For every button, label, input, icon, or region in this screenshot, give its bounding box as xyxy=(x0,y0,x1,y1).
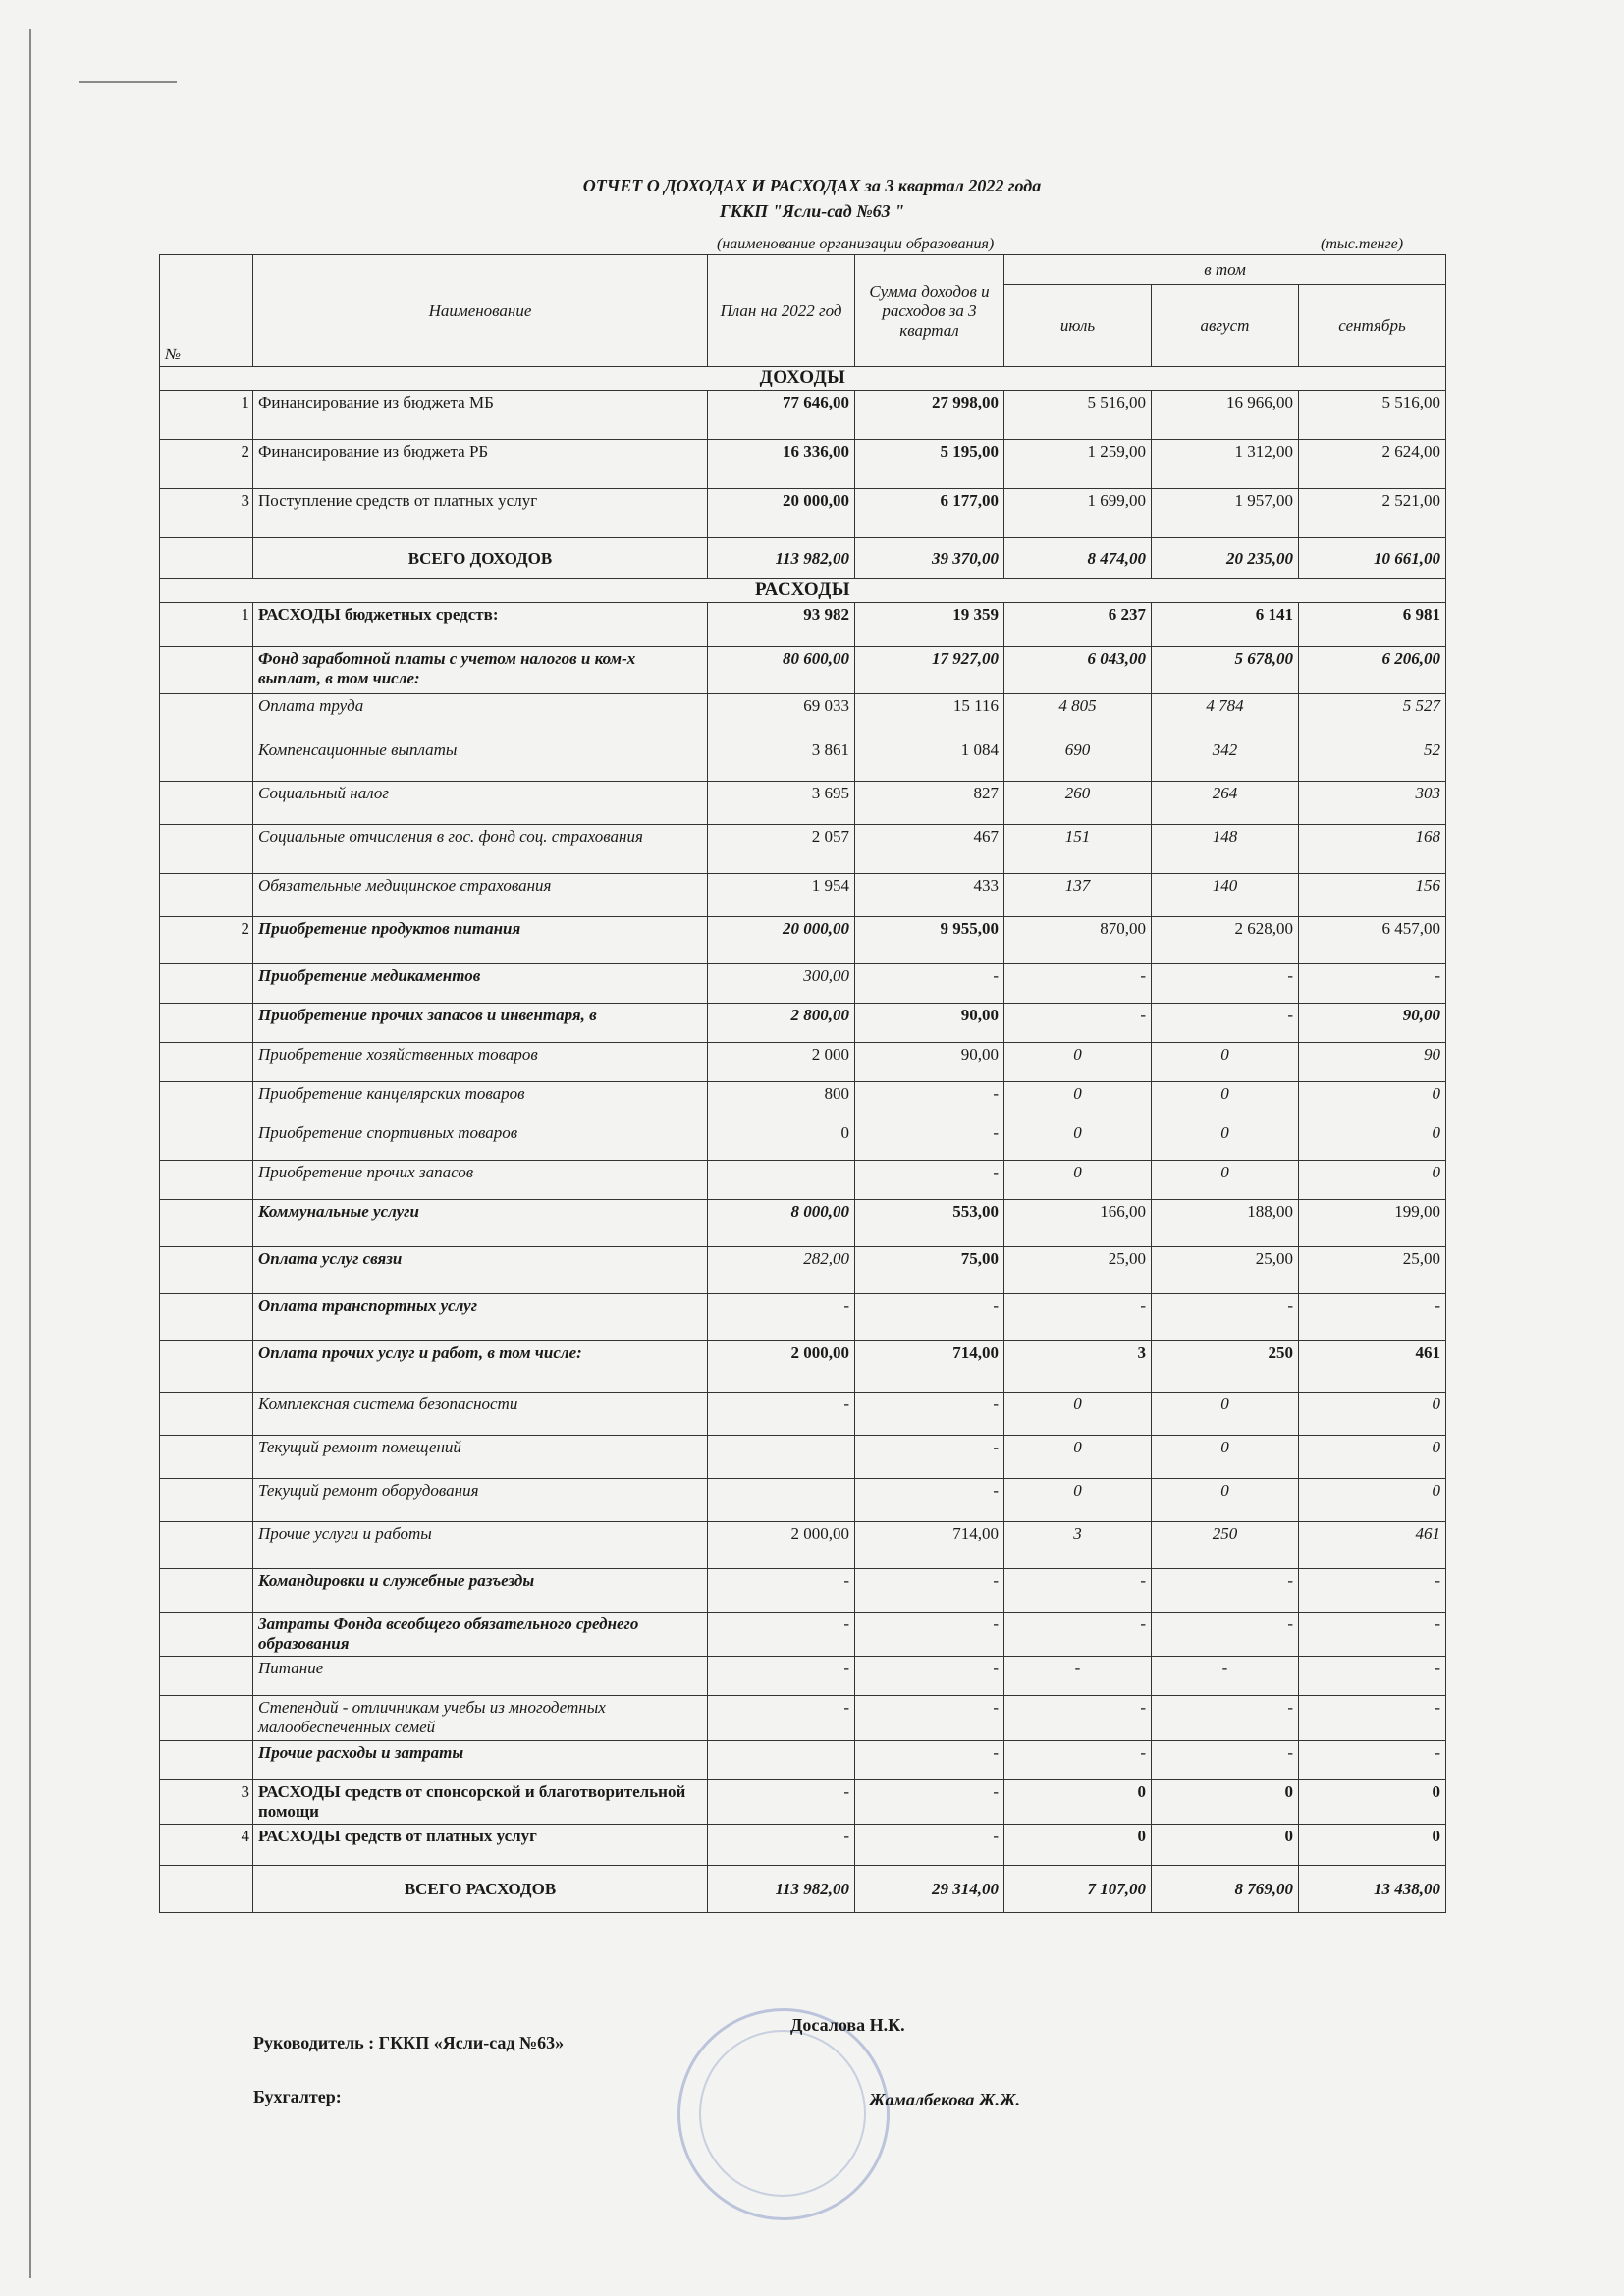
row-m1: 0 xyxy=(1004,1393,1152,1436)
row-m3: 461 xyxy=(1299,1522,1446,1569)
scan-edge-line xyxy=(29,29,31,2278)
row-number xyxy=(160,1522,253,1569)
row-name: Приобретение медикаментов xyxy=(253,964,708,1004)
accountant-label: Бухгалтер: xyxy=(253,2087,342,2106)
row-number xyxy=(160,1393,253,1436)
row-plan: - xyxy=(708,1393,855,1436)
row-sum: 90,00 xyxy=(855,1043,1004,1082)
income-section xyxy=(160,367,1446,391)
row-sum: 90,00 xyxy=(855,1004,1004,1043)
row-plan: 20 000,00 xyxy=(708,917,855,964)
row-name: Текущий ремонт помещений xyxy=(253,1436,708,1479)
row-plan: 77 646,00 xyxy=(708,391,855,440)
row-m1: 1 259,00 xyxy=(1004,440,1152,489)
row-m2: 250 xyxy=(1152,1341,1299,1393)
row-number: 3 xyxy=(160,489,253,538)
row-name: Приобретение хозяйственных товаров xyxy=(253,1043,708,1082)
row-m1: 6 043,00 xyxy=(1004,647,1152,694)
row-m2: 25,00 xyxy=(1152,1247,1299,1294)
row-sum: - xyxy=(855,1479,1004,1522)
row-number xyxy=(160,1479,253,1522)
row-m1: 3 xyxy=(1004,1522,1152,1569)
row-plan: 2 000,00 xyxy=(708,1522,855,1569)
row-name: Приобретение продуктов питания xyxy=(253,917,708,964)
row-m3: 0 xyxy=(1299,1121,1446,1161)
table-row xyxy=(160,917,1446,964)
table-row xyxy=(160,694,1446,738)
row-plan xyxy=(708,1436,855,1479)
table-row xyxy=(160,1741,1446,1780)
row-sum: 27 998,00 xyxy=(855,391,1004,440)
row-m2: 6 141 xyxy=(1152,603,1299,647)
row-sum: 6 177,00 xyxy=(855,489,1004,538)
row-m3: 5 516,00 xyxy=(1299,391,1446,440)
row-name: Приобретение прочих запасов xyxy=(253,1161,708,1200)
row-plan: 2 057 xyxy=(708,825,855,874)
row-m3: 199,00 xyxy=(1299,1200,1446,1247)
row-m3: 0 xyxy=(1299,1479,1446,1522)
row-m1: 3 xyxy=(1004,1341,1152,1393)
row-m1: - xyxy=(1004,1657,1152,1696)
row-m1: 0 xyxy=(1004,1780,1152,1825)
row-m2: 0 xyxy=(1152,1393,1299,1436)
total-m3: 13 438,00 xyxy=(1299,1866,1446,1913)
row-sum: 9 955,00 xyxy=(855,917,1004,964)
row-number xyxy=(160,694,253,738)
row-plan: 69 033 xyxy=(708,694,855,738)
row-m2: 16 966,00 xyxy=(1152,391,1299,440)
row-m1: 0 xyxy=(1004,1479,1152,1522)
row-number xyxy=(160,1341,253,1393)
row-sum: 5 195,00 xyxy=(855,440,1004,489)
row-number xyxy=(160,1043,253,1082)
row-m2: 0 xyxy=(1152,1121,1299,1161)
table-row xyxy=(160,1121,1446,1161)
row-name: Комплексная система безопасности xyxy=(253,1393,708,1436)
row-m1: 1 699,00 xyxy=(1004,489,1152,538)
row-name: Финансирование из бюджета МБ xyxy=(253,391,708,440)
row-m3: 156 xyxy=(1299,874,1446,917)
row-number xyxy=(160,538,253,579)
row-name: Прочие расходы и затраты xyxy=(253,1741,708,1780)
table-row xyxy=(160,1200,1446,1247)
row-number: 1 xyxy=(160,603,253,647)
col-sum: Сумма доходов и расходов за 3 квартал xyxy=(855,255,1004,367)
row-m1: 0 xyxy=(1004,1082,1152,1121)
row-number: 4 xyxy=(160,1825,253,1866)
total-plan: 113 982,00 xyxy=(708,1866,855,1913)
row-m3: - xyxy=(1299,1741,1446,1780)
row-sum: 19 359 xyxy=(855,603,1004,647)
table-row xyxy=(160,489,1446,538)
table-row xyxy=(160,391,1446,440)
row-number xyxy=(160,1657,253,1696)
table-row xyxy=(160,440,1446,489)
row-name: Оплата услуг связи xyxy=(253,1247,708,1294)
row-sum: - xyxy=(855,1393,1004,1436)
row-number: 2 xyxy=(160,917,253,964)
row-m2: 188,00 xyxy=(1152,1200,1299,1247)
row-m2: 0 xyxy=(1152,1436,1299,1479)
row-sum: - xyxy=(855,1161,1004,1200)
row-name: Коммунальные услуги xyxy=(253,1200,708,1247)
row-name: Приобретение канцелярских товаров xyxy=(253,1082,708,1121)
row-m2: 4 784 xyxy=(1152,694,1299,738)
total-m1: 8 474,00 xyxy=(1004,538,1152,579)
row-m3: 6 457,00 xyxy=(1299,917,1446,964)
table-row xyxy=(160,1522,1446,1569)
row-m1: - xyxy=(1004,1741,1152,1780)
row-number xyxy=(160,1200,253,1247)
row-m3: - xyxy=(1299,1657,1446,1696)
row-m1: - xyxy=(1004,1004,1152,1043)
row-m3: 25,00 xyxy=(1299,1247,1446,1294)
row-name: Затраты Фонда всеобщего обязательного среднего образования xyxy=(253,1613,708,1657)
row-plan: 2 800,00 xyxy=(708,1004,855,1043)
row-m1: 0 xyxy=(1004,1043,1152,1082)
row-name: РАСХОДЫ средств от платных услуг xyxy=(253,1825,708,1866)
scan-mark xyxy=(79,81,177,83)
row-sum: 714,00 xyxy=(855,1522,1004,1569)
row-m3: 0 xyxy=(1299,1393,1446,1436)
report-title: ОТЧЕТ О ДОХОДАХ И РАСХОДАХ за 3 квартал 2022 года xyxy=(582,176,1042,195)
row-sum: - xyxy=(855,1121,1004,1161)
row-name: Социальный налог xyxy=(253,782,708,825)
row-m2: - xyxy=(1152,1657,1299,1696)
row-number xyxy=(160,1082,253,1121)
row-m1: 151 xyxy=(1004,825,1152,874)
row-plan: 8 000,00 xyxy=(708,1200,855,1247)
row-plan: 282,00 xyxy=(708,1247,855,1294)
table-row xyxy=(160,738,1446,782)
row-sum: 15 116 xyxy=(855,694,1004,738)
row-plan: - xyxy=(708,1294,855,1341)
row-plan xyxy=(708,1161,855,1200)
row-plan: 2 000 xyxy=(708,1043,855,1082)
col-august: август xyxy=(1152,285,1299,367)
row-m1: 25,00 xyxy=(1004,1247,1152,1294)
row-name: Степендий - отличникам учебы из многодетных малообеспеченных семей xyxy=(253,1696,708,1741)
row-sum: - xyxy=(855,1825,1004,1866)
row-sum: - xyxy=(855,1436,1004,1479)
row-sum: 467 xyxy=(855,825,1004,874)
row-m2: 5 678,00 xyxy=(1152,647,1299,694)
col-no: № xyxy=(160,255,253,367)
row-number xyxy=(160,782,253,825)
table-row xyxy=(160,1341,1446,1393)
row-m2: - xyxy=(1152,1004,1299,1043)
total-m2: 20 235,00 xyxy=(1152,538,1299,579)
row-m1: 870,00 xyxy=(1004,917,1152,964)
row-number xyxy=(160,1294,253,1341)
total-m1: 7 107,00 xyxy=(1004,1866,1152,1913)
row-plan: 80 600,00 xyxy=(708,647,855,694)
table-row xyxy=(160,1569,1446,1613)
col-incl: в том xyxy=(1004,255,1446,285)
row-m3: 0 xyxy=(1299,1780,1446,1825)
row-m1: 5 516,00 xyxy=(1004,391,1152,440)
row-m1: 137 xyxy=(1004,874,1152,917)
row-m2: 1 957,00 xyxy=(1152,489,1299,538)
row-number xyxy=(160,1741,253,1780)
row-m3: 52 xyxy=(1299,738,1446,782)
row-m2: 264 xyxy=(1152,782,1299,825)
row-sum: - xyxy=(855,964,1004,1004)
row-plan: 1 954 xyxy=(708,874,855,917)
row-m3: - xyxy=(1299,1613,1446,1657)
row-m3: 6 206,00 xyxy=(1299,647,1446,694)
total-sum: 29 314,00 xyxy=(855,1866,1004,1913)
row-m1: 260 xyxy=(1004,782,1152,825)
row-plan: 93 982 xyxy=(708,603,855,647)
table-row xyxy=(160,874,1446,917)
row-plan: 20 000,00 xyxy=(708,489,855,538)
row-m1: 0 xyxy=(1004,1436,1152,1479)
row-plan: 800 xyxy=(708,1082,855,1121)
row-m1: - xyxy=(1004,1613,1152,1657)
row-m3: 90,00 xyxy=(1299,1004,1446,1043)
row-sum: 714,00 xyxy=(855,1341,1004,1393)
row-m2: 342 xyxy=(1152,738,1299,782)
row-sum: - xyxy=(855,1780,1004,1825)
row-sum: 553,00 xyxy=(855,1200,1004,1247)
row-sum: 827 xyxy=(855,782,1004,825)
row-m2: 0 xyxy=(1152,1825,1299,1866)
row-name: Питание xyxy=(253,1657,708,1696)
row-plan: 16 336,00 xyxy=(708,440,855,489)
total-label: ВСЕГО РАСХОДОВ xyxy=(253,1866,708,1913)
row-plan: - xyxy=(708,1780,855,1825)
col-july: июль xyxy=(1004,285,1152,367)
row-number xyxy=(160,874,253,917)
row-m3: 168 xyxy=(1299,825,1446,874)
row-name: Финансирование из бюджета РБ xyxy=(253,440,708,489)
table-row xyxy=(160,1393,1446,1436)
row-name: Социальные отчисления в гос. фонд соц. страхования xyxy=(253,825,708,874)
row-number xyxy=(160,738,253,782)
row-m2: 0 xyxy=(1152,1780,1299,1825)
row-m1: 0 xyxy=(1004,1825,1152,1866)
row-m2: 0 xyxy=(1152,1082,1299,1121)
table-row xyxy=(160,1294,1446,1341)
row-name: Приобретение спортивных товаров xyxy=(253,1121,708,1161)
row-number xyxy=(160,1866,253,1913)
row-number xyxy=(160,1696,253,1741)
row-m2: 148 xyxy=(1152,825,1299,874)
row-m3: - xyxy=(1299,1294,1446,1341)
row-plan xyxy=(708,1479,855,1522)
col-plan: План на 2022 год xyxy=(708,255,855,367)
table-row xyxy=(160,964,1446,1004)
table-row xyxy=(160,1479,1446,1522)
row-m1: 6 237 xyxy=(1004,603,1152,647)
row-plan: 3 861 xyxy=(708,738,855,782)
row-m2: 0 xyxy=(1152,1161,1299,1200)
row-m3: 0 xyxy=(1299,1082,1446,1121)
table-row xyxy=(160,825,1446,874)
table-row xyxy=(160,1043,1446,1082)
row-number: 1 xyxy=(160,391,253,440)
row-m1: 4 805 xyxy=(1004,694,1152,738)
row-m2: - xyxy=(1152,1741,1299,1780)
row-m1: - xyxy=(1004,1696,1152,1741)
table-row xyxy=(160,1657,1446,1696)
row-m2: 140 xyxy=(1152,874,1299,917)
row-m3: - xyxy=(1299,964,1446,1004)
row-m2: - xyxy=(1152,1294,1299,1341)
row-sum: - xyxy=(855,1569,1004,1613)
table-row xyxy=(160,1825,1446,1866)
table-row xyxy=(160,1613,1446,1657)
total-m2: 8 769,00 xyxy=(1152,1866,1299,1913)
row-sum: - xyxy=(855,1294,1004,1341)
row-m2: - xyxy=(1152,1613,1299,1657)
row-number: 2 xyxy=(160,440,253,489)
row-m3: 0 xyxy=(1299,1436,1446,1479)
row-name: Поступление средств от платных услуг xyxy=(253,489,708,538)
row-m2: - xyxy=(1152,1696,1299,1741)
row-m1: - xyxy=(1004,964,1152,1004)
col-name: Наименование xyxy=(253,255,708,367)
row-m3: 2 624,00 xyxy=(1299,440,1446,489)
total-plan: 113 982,00 xyxy=(708,538,855,579)
row-number xyxy=(160,1004,253,1043)
row-m1: - xyxy=(1004,1294,1152,1341)
row-plan: 2 000,00 xyxy=(708,1341,855,1393)
row-plan: - xyxy=(708,1613,855,1657)
organization-caption: (наименование организации образования) xyxy=(717,236,995,252)
table-row xyxy=(160,1247,1446,1294)
row-name: Фонд заработной платы с учетом налогов и ком-х выплат, в том числе: xyxy=(253,647,708,694)
row-sum: 75,00 xyxy=(855,1247,1004,1294)
row-sum: - xyxy=(855,1657,1004,1696)
row-m3: 0 xyxy=(1299,1825,1446,1866)
head-name: Досалова Н.К. xyxy=(790,2015,905,2035)
row-m1: 166,00 xyxy=(1004,1200,1152,1247)
row-name: Компенсационные выплаты xyxy=(253,738,708,782)
total-sum: 39 370,00 xyxy=(855,538,1004,579)
row-number xyxy=(160,1569,253,1613)
table-row xyxy=(160,1161,1446,1200)
row-sum: 17 927,00 xyxy=(855,647,1004,694)
row-number xyxy=(160,647,253,694)
col-september: сентябрь xyxy=(1299,285,1446,367)
row-m2: - xyxy=(1152,964,1299,1004)
organization-name: ГККП "Ясли-сад №63 " xyxy=(719,201,905,221)
row-name: Оплата труда xyxy=(253,694,708,738)
row-sum: 433 xyxy=(855,874,1004,917)
total-row xyxy=(160,1866,1446,1913)
row-name: Оплата прочих услуг и работ, в том числе: xyxy=(253,1341,708,1393)
official-stamp-inner xyxy=(699,2030,866,2197)
row-m3: 0 xyxy=(1299,1161,1446,1200)
total-row xyxy=(160,538,1446,579)
row-name: Командировки и служебные разъезды xyxy=(253,1569,708,1613)
row-number xyxy=(160,825,253,874)
units-label: (тыс.тенге) xyxy=(1321,236,1404,252)
row-name: Оплата транспортных услуг xyxy=(253,1294,708,1341)
row-m1: - xyxy=(1004,1569,1152,1613)
row-name: РАСХОДЫ бюджетных средств: xyxy=(253,603,708,647)
row-plan: 0 xyxy=(708,1121,855,1161)
income-section-title: ДОХОДЫ xyxy=(160,367,1446,391)
row-m3: - xyxy=(1299,1696,1446,1741)
table-row xyxy=(160,1780,1446,1825)
row-plan: - xyxy=(708,1657,855,1696)
total-m3: 10 661,00 xyxy=(1299,538,1446,579)
row-sum: - xyxy=(855,1613,1004,1657)
table-row xyxy=(160,647,1446,694)
table-row xyxy=(160,782,1446,825)
row-m2: 250 xyxy=(1152,1522,1299,1569)
row-number xyxy=(160,1247,253,1294)
row-m3: 90 xyxy=(1299,1043,1446,1082)
row-m3: 5 527 xyxy=(1299,694,1446,738)
row-m3: - xyxy=(1299,1569,1446,1613)
row-m2: 2 628,00 xyxy=(1152,917,1299,964)
row-name: РАСХОДЫ средств от спонсорской и благотворительной помощи xyxy=(253,1780,708,1825)
row-number xyxy=(160,964,253,1004)
row-m2: - xyxy=(1152,1569,1299,1613)
row-sum: - xyxy=(855,1082,1004,1121)
table-row xyxy=(160,1082,1446,1121)
table-row xyxy=(160,1004,1446,1043)
row-number xyxy=(160,1613,253,1657)
row-sum: - xyxy=(855,1696,1004,1741)
row-m2: 0 xyxy=(1152,1479,1299,1522)
row-name: Приобретение прочих запасов и инвентаря, в xyxy=(253,1004,708,1043)
table-row xyxy=(160,1696,1446,1741)
expense-section xyxy=(160,579,1446,603)
row-number xyxy=(160,1121,253,1161)
row-m1: 0 xyxy=(1004,1121,1152,1161)
row-m1: 690 xyxy=(1004,738,1152,782)
row-plan: - xyxy=(708,1696,855,1741)
row-m2: 0 xyxy=(1152,1043,1299,1082)
report-table xyxy=(159,254,1446,1913)
head-label: Руководитель : ГККП «Ясли-сад №63» xyxy=(253,2033,565,2052)
row-name: Обязательные медицинское страхования xyxy=(253,874,708,917)
row-m3: 303 xyxy=(1299,782,1446,825)
accountant-name: Жамалбекова Ж.Ж. xyxy=(869,2090,1020,2109)
row-plan: 300,00 xyxy=(708,964,855,1004)
row-m3: 461 xyxy=(1299,1341,1446,1393)
row-m2: 1 312,00 xyxy=(1152,440,1299,489)
row-m3: 6 981 xyxy=(1299,603,1446,647)
row-plan: 3 695 xyxy=(708,782,855,825)
row-number xyxy=(160,1436,253,1479)
row-plan: - xyxy=(708,1569,855,1613)
row-number: 3 xyxy=(160,1780,253,1825)
table-row xyxy=(160,1436,1446,1479)
row-plan xyxy=(708,1741,855,1780)
row-m3: 2 521,00 xyxy=(1299,489,1446,538)
row-name: Текущий ремонт оборудования xyxy=(253,1479,708,1522)
table-row xyxy=(160,603,1446,647)
row-name: Прочие услуги и работы xyxy=(253,1522,708,1569)
expense-section-title: РАСХОДЫ xyxy=(160,579,1446,603)
row-sum: - xyxy=(855,1741,1004,1780)
row-m1: 0 xyxy=(1004,1161,1152,1200)
row-plan: - xyxy=(708,1825,855,1866)
row-number xyxy=(160,1161,253,1200)
row-sum: 1 084 xyxy=(855,738,1004,782)
total-label: ВСЕГО ДОХОДОВ xyxy=(253,538,708,579)
